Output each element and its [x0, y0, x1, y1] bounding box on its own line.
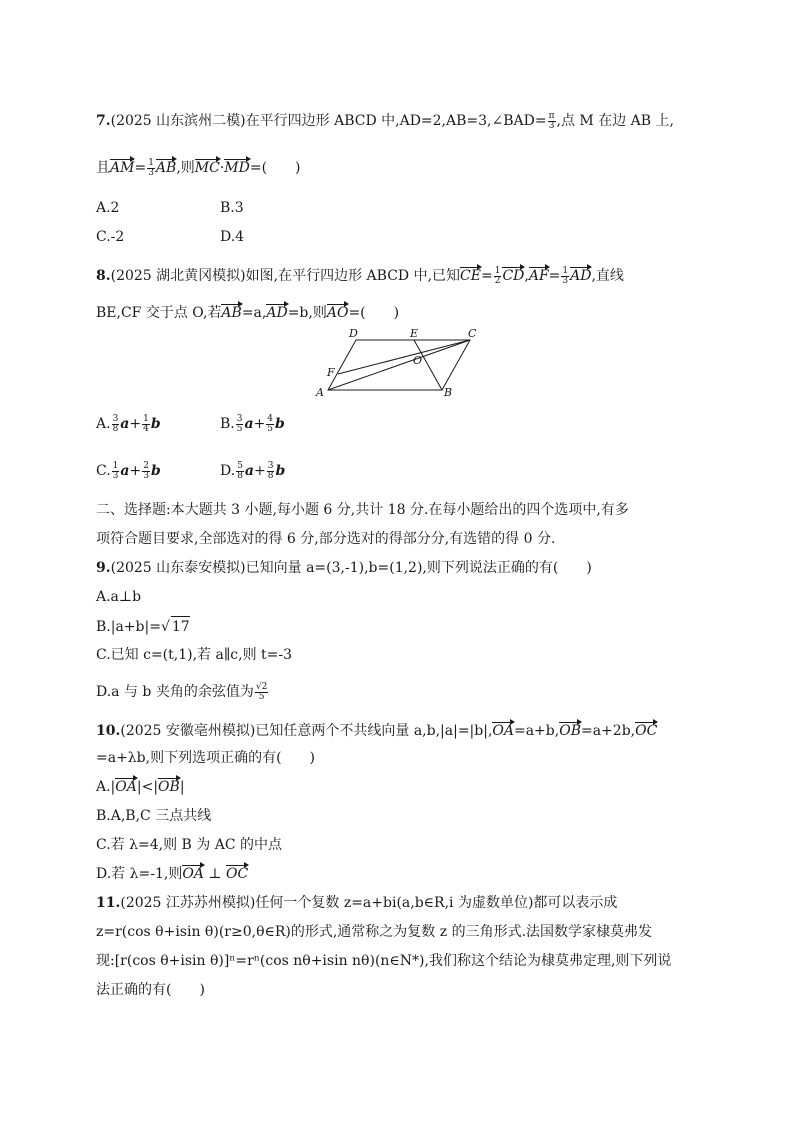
q11-line4: 法正确的有( ): [96, 982, 205, 998]
label-O: O: [413, 354, 423, 367]
q7-number: 7.: [96, 113, 111, 129]
q9-number: 9.: [96, 560, 111, 576]
q10-option-a: A.|OA|<|OB|: [96, 779, 185, 795]
q11-source: (2025 江苏苏州模拟): [120, 895, 256, 911]
label-F: F: [327, 366, 335, 379]
vector-MD: MD: [224, 160, 250, 176]
q10-option-d: D.若 λ=-1,则OA ⊥ OC: [96, 866, 249, 882]
q11-number: 11.: [96, 895, 121, 911]
q9-option-a: A.a⊥b: [96, 589, 142, 605]
q10-source: (2025 安徽亳州模拟): [120, 723, 256, 739]
vector-AD: AD: [570, 268, 592, 284]
vector-OC: OC: [635, 723, 658, 739]
q10-line2: =a+λb,则下列选项正确的有( ): [96, 750, 316, 766]
label-A: A: [316, 386, 324, 399]
q8-option-a: A. $\frac{3}{8}$ a+ $\frac{1}{4}$ b: [96, 413, 161, 434]
q9-option-d: D.a 与 b 夹角的余弦值为 $\frac{√2}{5}$: [96, 681, 268, 702]
q7-line1: 7.(2025 山东滨州二模)在平行四边形 ABCD 中,AD=2,AB=3,∠BAD= $\frac{\pi}{3}$ ,点 M 在边 AB 上,: [96, 110, 674, 131]
q10-option-c: C.若 λ=4,则 B 为 AC 的中点: [96, 837, 282, 853]
q7-option-a: A.2: [96, 200, 120, 216]
q7-option-d: D.4: [220, 229, 245, 245]
q9-stem: 9.(2025 山东泰安模拟)已知向量 a=(3,-1),b=(1,2),则下列说法正确的有( ): [96, 560, 592, 576]
q10-line1: 10.(2025 安徽亳州模拟)已知任意两个不共线向量 a,b,|a|=|b|,OA=a+b,OB=a+2b,OC: [96, 723, 658, 739]
section2-line1: 二、选择题:本大题共 3 小题,每小题 6 分,共计 18 分.在每小题给出的四个选项中,有多: [96, 502, 629, 518]
q7-stem-text: 在平行四边形 ABCD 中,AD=2,AB=3,∠BAD=: [245, 113, 547, 129]
label-D: D: [349, 327, 358, 340]
vector-AF: AF: [528, 268, 549, 284]
q8-source: (2025 湖北黄冈模拟): [110, 268, 246, 284]
q9-option-c: C.已知 c=(t,1),若 a∥c,则 t=-3: [96, 647, 293, 663]
label-C: C: [468, 327, 477, 340]
q7-pi-fraction: $\frac{\pi}{3}$: [548, 110, 555, 131]
q8-half: $\frac{1}{2}$: [494, 265, 501, 286]
q8-third: $\frac{1}{3}$: [562, 265, 569, 286]
q8-option-c: C. $\frac{1}{3}$ a+ $\frac{2}{3}$ b: [96, 460, 161, 481]
q7-option-b: B.3: [220, 200, 244, 216]
q7-line2: 且AM= $\frac{1}{3}$ AB,则MC·MD=( ): [96, 157, 301, 178]
q8-option-b: B. $\frac{3}{5}$ a+ $\frac{4}{5}$ b: [220, 413, 285, 434]
parallelogram-figure: [310, 324, 490, 400]
q7-source: (2025 山东滨州二模): [110, 113, 246, 129]
q10-option-b: B.A,B,C 三点共线: [96, 808, 212, 824]
q10-number: 10.: [96, 723, 121, 739]
q11-line2: z=r(cos θ+isin θ)(r≥0,θ∈R)的形式,通常称之为复数 z 的三角形式.法国数学家棣莫弗发: [96, 924, 653, 940]
q8-number: 8.: [96, 268, 111, 284]
vector-AM: AM: [110, 160, 135, 176]
q9-option-b: B.|a+b|=√ 17: [96, 616, 190, 637]
q8-line2: BE,CF 交于点 O,若AB=a,AD=b,则AO=( ): [96, 305, 400, 321]
vector-CE: CE: [460, 268, 481, 284]
q7-option-c: C.-2: [96, 229, 125, 245]
vector-OA: OA: [492, 723, 514, 739]
q11-line3: 现:[r(cos θ+isin θ)]ⁿ=rⁿ(cos nθ+isin nθ)(n∈N*),我们称这个结论为棣莫弗定理,则下列说: [96, 953, 672, 969]
q11-line1: 11.(2025 江苏苏州模拟)任何一个复数 z=a+bi(a,b∈R,i 为虚数单位)都可以表示成: [96, 895, 618, 911]
vector-OB: OB: [559, 723, 581, 739]
vector-AD-q8: AD: [266, 305, 288, 321]
label-B: B: [444, 386, 453, 399]
q8-option-d: D. $\frac{5}{8}$ a+ $\frac{3}{8}$ b: [220, 460, 286, 481]
q7-fraction: $\frac{1}{3}$: [148, 157, 154, 178]
q8-line1: 8.(2025 湖北黄冈模拟)如图,在平行四边形 ABCD 中,已知CE= $\frac{1}{2}$ CD,AF= $\frac{1}{3}$ AD,直线: [96, 265, 624, 286]
vector-CD: CD: [502, 268, 525, 284]
vector-MC: MC: [194, 160, 220, 176]
vector-AB-q8: AB: [221, 305, 242, 321]
vector-AO: AO: [326, 305, 349, 321]
q9-source: (2025 山东泰安模拟): [110, 560, 246, 576]
section2-line2: 项符合题目要求,全部选对的得 6 分,部分选对的得部分分,有选错的得 0 分.: [96, 531, 556, 547]
label-E: E: [410, 327, 419, 340]
vector-AB: AB: [155, 160, 177, 176]
